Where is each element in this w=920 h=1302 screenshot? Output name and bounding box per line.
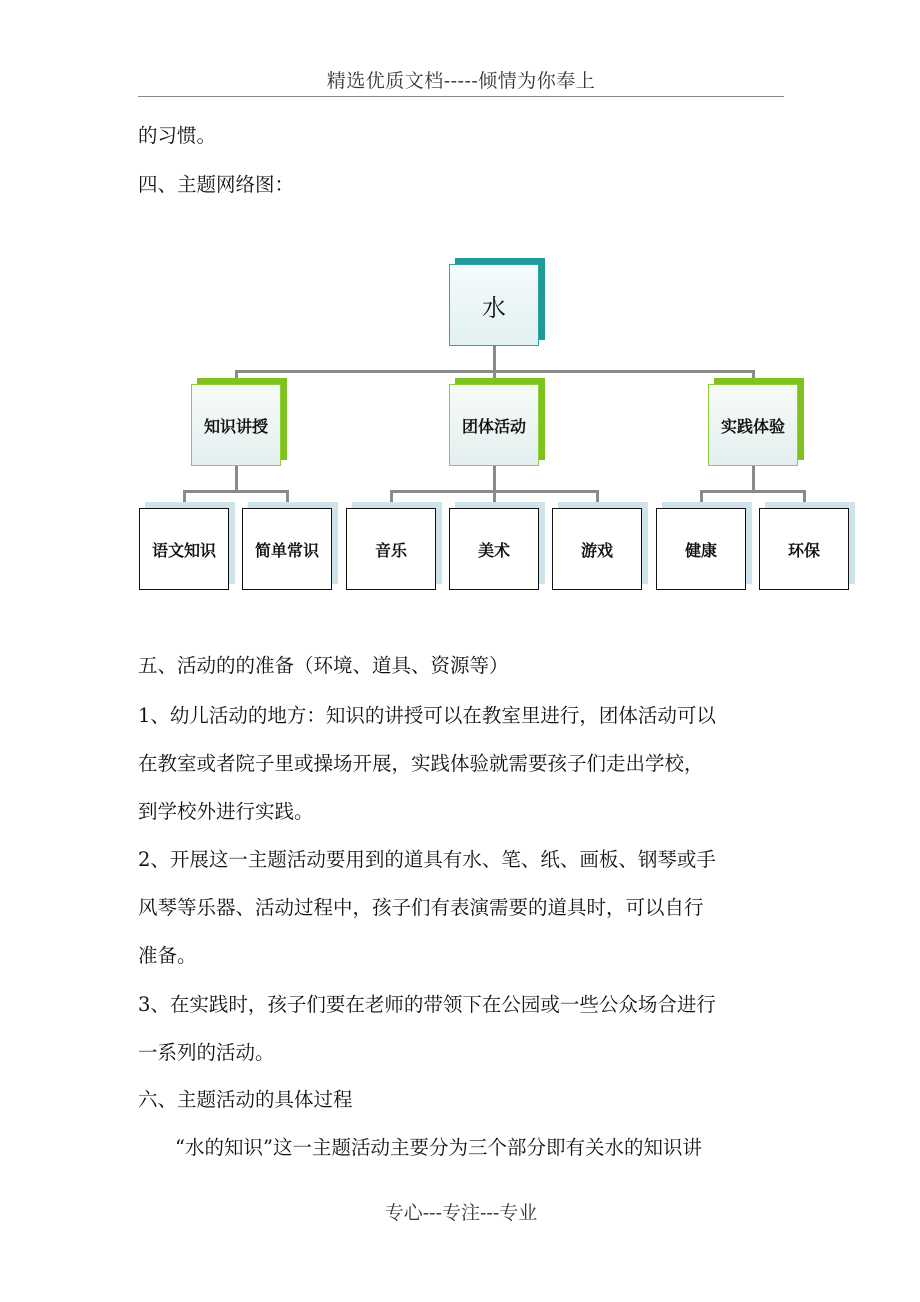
connector <box>235 370 755 373</box>
branch-node-practice <box>708 384 798 466</box>
leaf-node-label: 音乐 <box>374 540 407 560</box>
root-node-water <box>449 264 539 346</box>
paragraph-line: 准备。 <box>138 944 197 967</box>
paragraph-line: “水的知识”这一主题活动主要分为三个部分即有关水的知识讲 <box>175 1136 702 1159</box>
branch-node-label: 团体活动 <box>461 416 526 436</box>
paragraph-line: 在教室或者院子里或操场开展，实践体验就需要孩子们走出学校， <box>138 752 704 775</box>
leaf-node-label: 语文知识 <box>151 540 216 560</box>
leaf-node-label: 美术 <box>477 540 510 560</box>
page-footer: 专心---专注---专业 <box>384 1202 538 1224</box>
connector <box>700 490 806 493</box>
leaf-node-health <box>656 508 746 590</box>
leaf-node-label: 游戏 <box>580 540 613 560</box>
branch-node-group-activity <box>449 384 539 466</box>
connector <box>596 490 599 508</box>
leaf-node-common-sense <box>242 508 332 590</box>
leaf-node-label: 健康 <box>684 540 717 560</box>
branch-node-knowledge <box>191 384 281 466</box>
paragraph-line: 风琴等乐器、活动过程中，孩子们有表演需要的道具时，可以自行 <box>138 896 704 919</box>
section-heading-6: 六、主题活动的具体过程 <box>138 1088 353 1111</box>
connector <box>183 490 186 508</box>
paragraph-line: 1、幼儿活动的地方：知识的讲授可以在教室里进行，团体活动可以 <box>138 704 716 727</box>
connector <box>183 490 289 493</box>
leaf-node-music <box>346 508 436 590</box>
paragraph-line: 3、在实践时，孩子们要在老师的带领下在公园或一些公众场合进行 <box>138 993 716 1016</box>
header-rule <box>138 96 784 97</box>
branch-node-label: 知识讲授 <box>203 416 268 436</box>
leaf-node-art <box>449 508 539 590</box>
leaf-node-label: 环保 <box>787 540 820 560</box>
branch-node-label: 实践体验 <box>720 416 785 436</box>
connector <box>286 490 289 508</box>
body-line-1: 的习惯。 <box>138 124 217 147</box>
section-heading-4: 四、主题网络图： <box>138 173 295 196</box>
connector <box>390 490 599 493</box>
connector <box>493 490 496 508</box>
leaf-node-environment <box>759 508 849 590</box>
leaf-node-chinese-knowledge <box>139 508 229 590</box>
connector <box>235 466 238 492</box>
paragraph-line: 2、开展这一主题活动要用到的道具有水、笔、纸、画板、钢琴或手 <box>138 848 716 871</box>
leaf-node-game <box>552 508 642 590</box>
page-header: 精选优质文档-----倾情为你奉上 <box>326 70 596 92</box>
connector <box>493 346 496 372</box>
connector <box>390 490 393 508</box>
connector <box>752 466 755 492</box>
connector <box>803 490 806 508</box>
section-heading-5: 五、活动的的准备（环境、道具、资源等） <box>138 654 509 677</box>
root-node-label: 水 <box>482 293 506 322</box>
leaf-node-label: 简单常识 <box>254 540 319 560</box>
connector <box>493 466 496 492</box>
paragraph-line: 一系列的活动。 <box>138 1041 275 1064</box>
paragraph-line: 到学校外进行实践。 <box>138 800 314 823</box>
connector <box>700 490 703 508</box>
